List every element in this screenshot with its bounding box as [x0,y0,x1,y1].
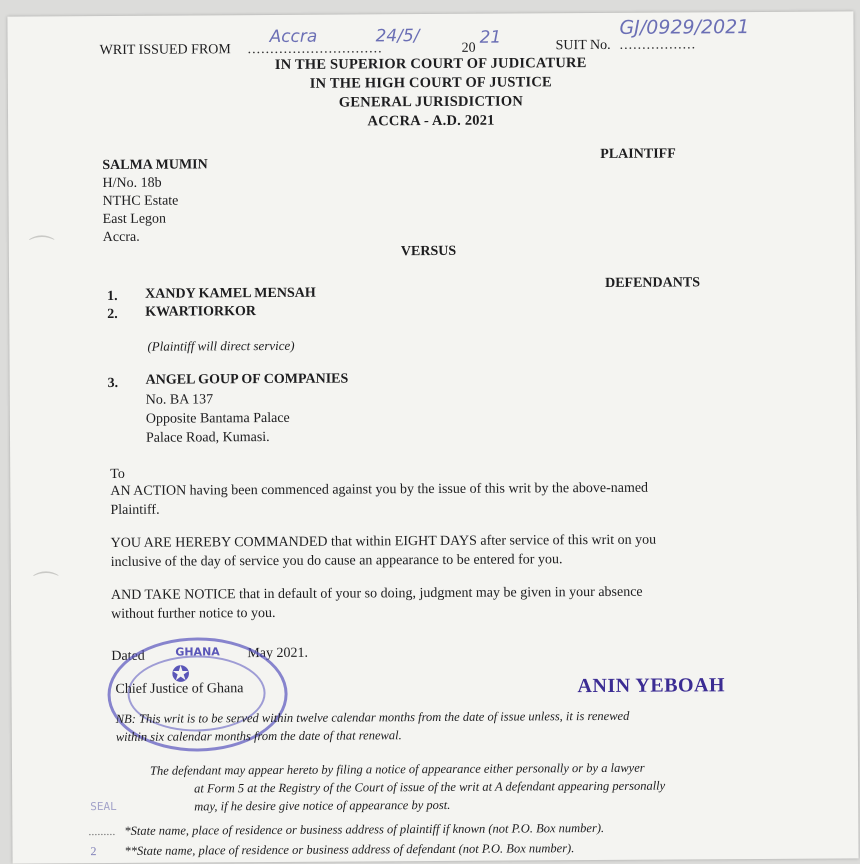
defendant-3-address-line: Opposite Bantama Palace [145,410,290,427]
defendant-1-name: XANDY KAMEL MENSAH [145,285,316,302]
dotted-line: .............................. [247,41,383,58]
dotted-leader: ......... [88,823,116,839]
dated-rest: May 2021. [247,645,309,662]
plaintiff-address-note: *State name, place of residence or business address of plaintiff if known (not P.O. Box number). [124,820,605,838]
court-line-4: ACCRA - A.D. 2021 [367,112,495,130]
action-paragraph-line-2: Plaintiff. [110,502,160,518]
suit-dotted-line: ................. [619,37,697,53]
stamp-text: GHANA [175,645,220,659]
plaintiff-address-line: Accra. [102,229,140,246]
service-note: (Plaintiff will direct service) [147,337,295,354]
defendant-3-address-line: Palace Road, Kumasi. [145,429,270,446]
command-paragraph-line-1: YOU ARE HEREBY COMMANDED that within EIGHT DAYS after service of this writ on you [110,532,657,551]
dated-label: Dated [111,648,145,664]
plaintiff-address-line: East Legon [102,211,167,228]
nb-note-line-2: within six calendar months from the date of that renewal. [115,728,402,744]
appearance-note-line-2: at Form 5 at the Registry of the Court of issue of the writ at A defendant appearing personally [194,778,666,796]
seal-emblem-icon: ✪ [171,661,190,687]
to-line: To [110,466,125,482]
court-line-1: IN THE SUPERIOR COURT OF JUDICATURE [274,55,587,73]
nb-note-line-1: NB: This writ is to be served within twelve calendar months from the date of issue unless, it is renewed [115,708,630,726]
year-prefix: 20 [461,40,476,56]
page-mark: ⌒ [28,234,55,264]
court-line-2: IN THE HIGH COURT OF JUSTICE [309,74,552,92]
defendant-1-number: 1. [107,288,118,304]
defendant-2-name: KWARTIORKOR [145,304,257,320]
court-line-3: GENERAL JURISDICTION [338,93,524,111]
handwritten-date: 24/5/ [375,26,420,47]
page-mark: ⌒ [32,570,59,600]
appearance-note-line-3: may, if he desire give notice of appearance by post. [194,797,451,814]
appearance-note-line-1: The defendant may appear hereto by filing a notice of appearance either personally or by a lawyer [149,760,645,778]
defendants-role: DEFENDANTS [605,275,701,291]
plaintiff-address-line: NTHC Estate [102,193,179,210]
handwritten-year: 21 [479,27,502,48]
defendant-address-note: **State name, place of residence or business address of defendant (not P.O. Box number). [124,841,575,858]
action-paragraph-line-1: AN ACTION having been commenced against you by the issue of this writ by the above-named [110,480,649,499]
handwritten-margin-mark: 2 [90,844,97,859]
signature-name: ANIN YEBOAH [577,674,726,698]
defendant-3-number: 3. [107,375,119,391]
plaintiff-name: SALMA MUMIN [102,157,208,174]
chief-justice-label: Chief Justice of Ghana [115,681,244,697]
handwritten-place: Accra [269,26,318,47]
handwritten-suit-number: GJ/0929/2021 [619,16,750,39]
command-paragraph-line-2: inclusive of the day of service you do cause an appearance to be entered for you. [110,552,563,570]
plaintiff-role: PLAINTIFF [600,146,676,162]
versus: VERSUS [400,243,457,260]
defendant-3-address-line: No. BA 137 [145,392,214,408]
suit-no-label: SUIT No. [555,37,611,54]
notice-paragraph-line-1: AND TAKE NOTICE that in default of your so doing, judgment may be given in your absence [110,584,643,603]
plaintiff-address-line: H/No. 18b [102,175,162,192]
writ-document [7,11,858,863]
defendant-3-name: ANGEL GOUP OF COMPANIES [145,371,349,388]
notice-paragraph-line-2: without further notice to you. [111,605,276,622]
writ-issued-from-label: WRIT ISSUED FROM [99,42,231,59]
margin-stamp: SEAL [90,799,117,814]
defendant-2-number: 2. [107,306,118,322]
